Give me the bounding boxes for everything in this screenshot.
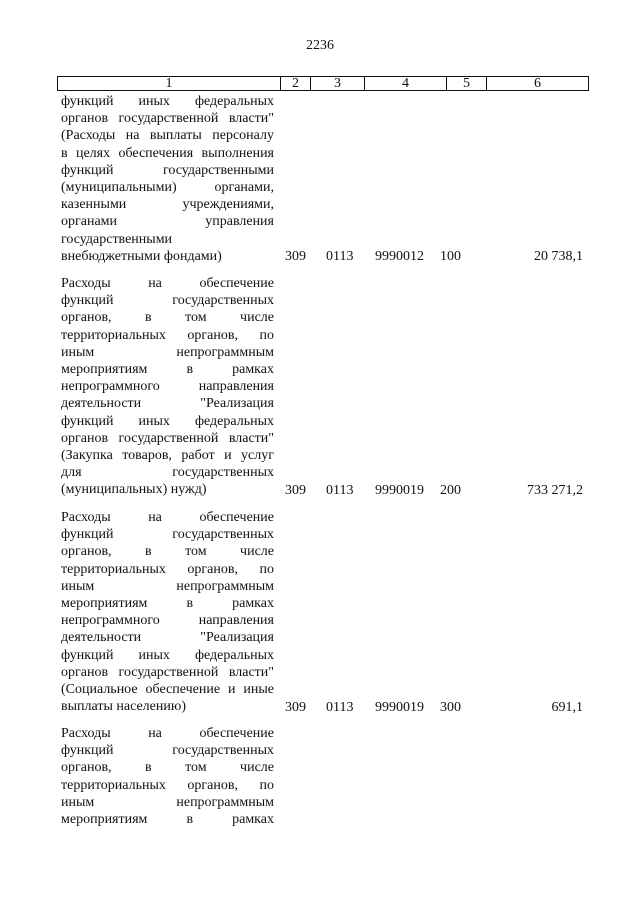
cell-vr: 100 bbox=[440, 249, 461, 264]
description-line: Расходы на обеспечение bbox=[61, 510, 274, 525]
cell-rz: 0113 bbox=[326, 483, 354, 498]
description-line: (муниципальными) органами, bbox=[61, 180, 274, 196]
row-description bbox=[61, 725, 274, 828]
cell-gl: 309 bbox=[285, 700, 306, 715]
cell-rz: 0113 bbox=[326, 700, 354, 715]
description-line: мероприятиям в рамках bbox=[61, 362, 274, 378]
description-line: функций государственных bbox=[61, 743, 274, 759]
cell-cs: 9990019 bbox=[375, 483, 424, 498]
description-line: (Расходы на выплаты персоналу bbox=[61, 128, 274, 144]
description-line: непрограммного направления bbox=[61, 379, 274, 395]
description-line: территориальных органов, по bbox=[61, 777, 274, 793]
cell-cs: 9990019 bbox=[375, 700, 424, 715]
column-header-3: 3 bbox=[311, 77, 365, 91]
column-header-6: 6 bbox=[487, 77, 589, 91]
description-line: функций иных федеральных bbox=[61, 647, 274, 663]
description-line: (Закупка товаров, работ и услуг bbox=[61, 448, 274, 464]
description-line: иным непрограммным bbox=[61, 794, 274, 810]
column-header-table bbox=[57, 76, 589, 91]
description-line: органов, в том числе bbox=[61, 310, 274, 326]
description-line: внебюджетными фондами) bbox=[61, 248, 222, 264]
cell-sum: 691,1 bbox=[551, 700, 583, 715]
cell-vr: 200 bbox=[440, 483, 461, 498]
description-line: деятельности "Реализация bbox=[61, 630, 274, 646]
description-line: Расходы на обеспечение bbox=[61, 726, 274, 741]
row-description bbox=[61, 275, 274, 499]
description-line: непрограммного направления bbox=[61, 613, 274, 629]
column-header-5: 5 bbox=[447, 77, 487, 91]
row-description bbox=[61, 509, 274, 715]
cell-sum: 733 271,2 bbox=[527, 483, 583, 498]
description-line: (Социальное обеспечение и иные bbox=[61, 682, 274, 698]
description-line: функций иных федеральных bbox=[61, 413, 274, 429]
cell-gl: 309 bbox=[285, 249, 306, 264]
row-description bbox=[61, 93, 274, 265]
description-line: (муниципальных) нужд) bbox=[61, 482, 207, 498]
description-line: функций государственных bbox=[61, 527, 274, 543]
description-line: для государственных bbox=[61, 465, 274, 481]
description-line: казенными учреждениями, bbox=[61, 197, 274, 213]
description-line: территориальных органов, по bbox=[61, 327, 274, 343]
description-line: территориальных органов, по bbox=[61, 561, 274, 577]
description-line: функций иных федеральных bbox=[61, 94, 274, 109]
cell-cs: 9990012 bbox=[375, 249, 424, 264]
description-line: органов государственной власти" bbox=[61, 111, 274, 127]
description-line: выплаты населению) bbox=[61, 699, 186, 715]
description-line: деятельности "Реализация bbox=[61, 396, 274, 412]
description-line: органов, в том числе bbox=[61, 760, 274, 776]
description-line: мероприятиям в рамках bbox=[61, 596, 274, 612]
cell-gl: 309 bbox=[285, 483, 306, 498]
description-line: в целях обеспечения выполнения bbox=[61, 145, 274, 161]
description-line: органов государственной власти" bbox=[61, 664, 274, 680]
description-line: органов государственной власти" bbox=[61, 430, 274, 446]
description-line: органов, в том числе bbox=[61, 544, 274, 560]
cell-vr: 300 bbox=[440, 700, 461, 715]
description-line: органами управления bbox=[61, 214, 274, 230]
description-line: мероприятиям в рамках bbox=[61, 812, 274, 828]
description-line: иным непрограммным bbox=[61, 344, 274, 360]
description-line: функций государственными bbox=[61, 162, 274, 178]
description-line: функций государственных bbox=[61, 293, 274, 309]
column-header-row bbox=[58, 77, 589, 91]
cell-sum: 20 738,1 bbox=[534, 249, 583, 264]
page-number: 2236 bbox=[306, 38, 334, 53]
column-header-1: 1 bbox=[58, 77, 281, 91]
description-line: Расходы на обеспечение bbox=[61, 276, 274, 291]
description-line: государственными bbox=[61, 231, 173, 247]
column-header-2: 2 bbox=[281, 77, 311, 91]
description-line: иным непрограммным bbox=[61, 578, 274, 594]
cell-rz: 0113 bbox=[326, 249, 354, 264]
column-header-4: 4 bbox=[365, 77, 447, 91]
